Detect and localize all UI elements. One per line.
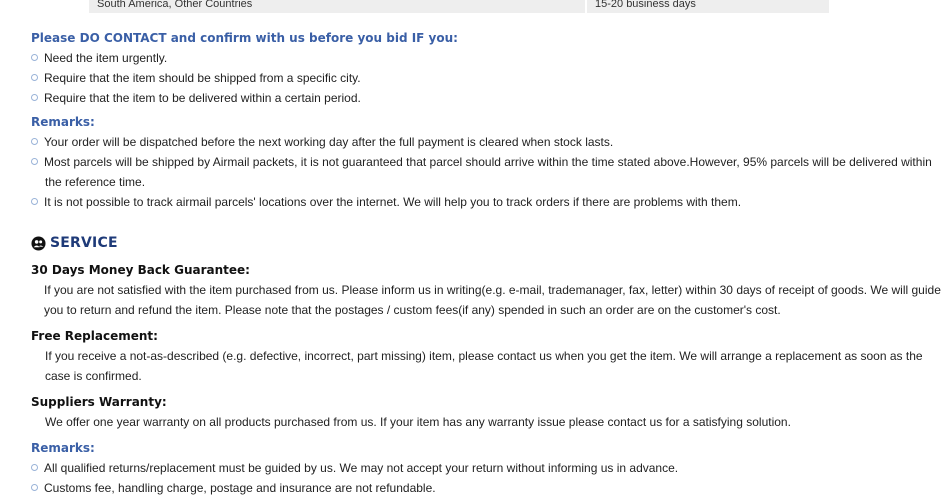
bullet-icon (31, 138, 38, 145)
bullet-icon (31, 158, 38, 165)
bullet-icon (31, 464, 38, 471)
service-remarks-heading: Remarks: (31, 441, 95, 455)
service-title: SERVICE (50, 235, 118, 251)
time-text: 15-20 business days (595, 0, 696, 10)
list-item: Your order will be dispatched before the next working day after the full payment is cleared when stock lasts. (31, 135, 613, 149)
warranty-heading: Suppliers Warranty: (31, 395, 167, 409)
warranty-text: We offer one year warranty on all products purchased from us. If your item has any warranty issue please contact us for a satisfying solution. (45, 415, 791, 429)
bullet-icon (31, 94, 38, 101)
service-icon (31, 236, 46, 251)
shipping-remarks-heading: Remarks: (31, 115, 95, 129)
list-item-continuation: the reference time. (45, 175, 146, 189)
money-back-heading: 30 Days Money Back Guarantee: (31, 263, 250, 277)
list-item: It is not possible to track airmail parcels' locations over the internet. We will help you to track orders if there are problems with them. (31, 195, 741, 209)
bullet-icon (31, 198, 38, 205)
replacement-heading: Free Replacement: (31, 329, 158, 343)
region-text: South America, Other Countries (97, 0, 253, 10)
replacement-text-line2: case is confirmed. (45, 369, 142, 383)
money-back-text-line2: you to return and refund the item. Please note that the postages / custom fees(if any) spended in such an order are on the customer's cost. (44, 303, 781, 317)
replacement-text-line1: If you receive a not-as-described (e.g. defective, incorrect, part missing) item, please contact us when you get the item. We will arrange a replacement as soon as the (45, 349, 923, 363)
list-item: Need the item urgently. (31, 51, 167, 65)
money-back-text-line1: If you are not satisfied with the item purchased from us. Please inform us in writing(e.g. e-mail, trademanager, fax, letter) within 30 days of receipt of goods. We will guide (44, 283, 941, 297)
list-item: Most parcels will be shipped by Airmail packets, it is not guaranteed that parcel should arrive within the time stated above.However, 95% parcels will be delivered within (31, 155, 932, 169)
shipping-table (89, 0, 829, 13)
list-item: Customs fee, handling charge, postage and insurance are not refundable. (31, 481, 436, 495)
list-item: Require that the item to be delivered within a certain period. (31, 91, 361, 105)
list-item: Require that the item should be shipped from a specific city. (31, 71, 361, 85)
table-cell-time (587, 0, 829, 13)
contact-heading: Please DO CONTACT and confirm with us before you bid IF you: (31, 31, 458, 45)
bullet-icon (31, 74, 38, 81)
table-cell-region (89, 0, 585, 13)
list-item: All qualified returns/replacement must be guided by us. We may not accept your return without informing us in advance. (31, 461, 678, 475)
bullet-icon (31, 54, 38, 61)
bullet-icon (31, 484, 38, 491)
